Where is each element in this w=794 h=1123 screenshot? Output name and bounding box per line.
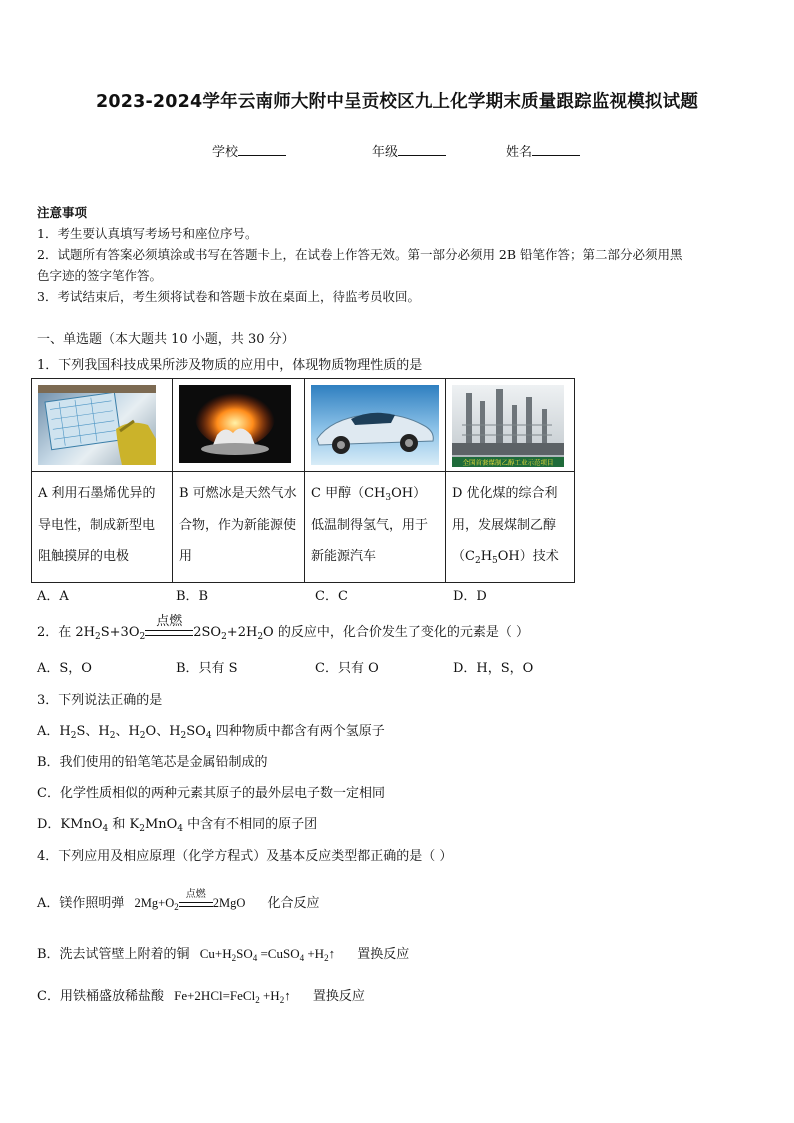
- school-label: 学校: [212, 145, 239, 160]
- note-item: 色字迹的签字笔作答。: [37, 268, 163, 283]
- gas-arrow-icon: ↑: [284, 988, 291, 1003]
- gas-arrow-icon: ↑: [328, 946, 336, 961]
- q4-option-c[interactable]: C．用铁桶盛放稀盐酸 Fe+2HCl=FeCl$_2$ $+H_2↑$ 置换反应: [37, 988, 365, 1005]
- question-2-stem: 2．在 $2H_2S+3O_2$ 点燃 $2SO_2+2H_2O$ 的反应中，化合价发生了变化的元素是（ ）: [37, 614, 529, 642]
- section-heading: 一、单选题（本大题共 10 小题，共 30 分）: [37, 332, 295, 347]
- q2-option-b[interactable]: B．只有 S: [176, 661, 238, 676]
- q3-option-d[interactable]: D．KMnO$_4$ 和 $K_2MnO_4$ 中含有不相同的原子团: [37, 817, 318, 834]
- q3-option-c[interactable]: C．化学性质相似的两种元素其原子的最外层电子数一定相同: [37, 786, 385, 801]
- reaction-condition: 点燃: [145, 625, 193, 640]
- school-blank[interactable]: [238, 143, 286, 156]
- reaction-condition: 点燃: [179, 896, 213, 911]
- question-3-stem: 3．下列说法正确的是: [37, 693, 163, 708]
- grade-label: 年级: [372, 145, 399, 160]
- coal-plant-photo: [452, 385, 564, 467]
- name-field[interactable]: [506, 141, 580, 160]
- question-4-stem: 4．下列应用及相应原理（化学方程式）及基本反应类型都正确的是（ ）: [37, 849, 453, 864]
- name-label: 姓名: [506, 145, 533, 160]
- grade-field[interactable]: [372, 141, 446, 160]
- graphene-touchscreen-photo: [38, 385, 156, 465]
- note-item: 2．试题所有答案必须填涂或书写在答题卡上，在试卷上作答无效。第一部分必须用 2B 铅笔作答；第二部分必须用黑: [37, 247, 683, 262]
- name-blank[interactable]: [532, 143, 580, 156]
- q1-option-a[interactable]: A．A: [37, 589, 69, 604]
- q1-option-b[interactable]: B．B: [176, 589, 209, 604]
- option-d-text: D 优化煤的综合利用，发展煤制乙醇$(C_2H_5OH)$技术: [446, 472, 575, 583]
- option-a-text: A 利用石墨烯优异的导电性，制成新型电阻触摸屏的电极: [32, 472, 173, 583]
- notes-heading: 注意事项: [37, 205, 88, 220]
- option-c-image-cell: [305, 379, 446, 472]
- note-item: 1．考生要认真填写考场号和座位序号。: [37, 226, 258, 241]
- question-1-stem: 1．下列我国科技成果所涉及物质的应用中，体现物质物理性质的是: [37, 358, 423, 373]
- option-a-image-cell: [32, 379, 173, 472]
- q3-option-a[interactable]: A．$H_2S$、$H_2$、$H_2O$、$H_2SO_4$ 四种物质中都含有两个氢原子: [37, 724, 385, 741]
- q1-option-c[interactable]: C．C: [315, 589, 348, 604]
- q3-option-b[interactable]: B．我们使用的铅笔笔芯是金属铅制成的: [37, 755, 268, 770]
- school-field[interactable]: [212, 141, 286, 160]
- burning-ice-photo: [179, 385, 291, 463]
- option-b-image-cell: [173, 379, 305, 472]
- q2-option-d[interactable]: D．H，S，O: [453, 661, 534, 676]
- question-1-table: [31, 378, 575, 583]
- option-b-text: B 可燃冰是天然气水合物，作为新能源使用: [173, 472, 305, 583]
- hydrogen-car-photo: [311, 385, 439, 465]
- note-item: 3．考试结束后，考生须将试卷和答题卡放在桌面上，待监考员收回。: [37, 289, 420, 304]
- q1-option-d[interactable]: D．D: [453, 589, 487, 604]
- q4-option-a[interactable]: A．镁作照明弹 $2Mg+O_2$ 点燃 2MgO 化合反应: [37, 889, 320, 912]
- option-d-image-cell: [446, 379, 575, 472]
- q2-option-c[interactable]: C．只有 O: [315, 661, 379, 676]
- coal-plant-caption: 全国首套煤制乙醇工业示范项目: [462, 458, 554, 467]
- q2-option-a[interactable]: A．S，O: [37, 661, 92, 676]
- page-title: 2023-2024学年云南师大附中呈贡校区九上化学期末质量跟踪监视模拟试题: [95, 92, 699, 112]
- grade-blank[interactable]: [398, 143, 446, 156]
- option-c-text: C 甲醇$(CH_3OH)$低温制得氢气，用于新能源汽车: [305, 472, 446, 583]
- q4-option-b[interactable]: B．洗去试管壁上附着的铜 $Cu+H_2SO_4$ =CuSO$_4$ $+H_2↑$ 置换反应: [37, 946, 410, 963]
